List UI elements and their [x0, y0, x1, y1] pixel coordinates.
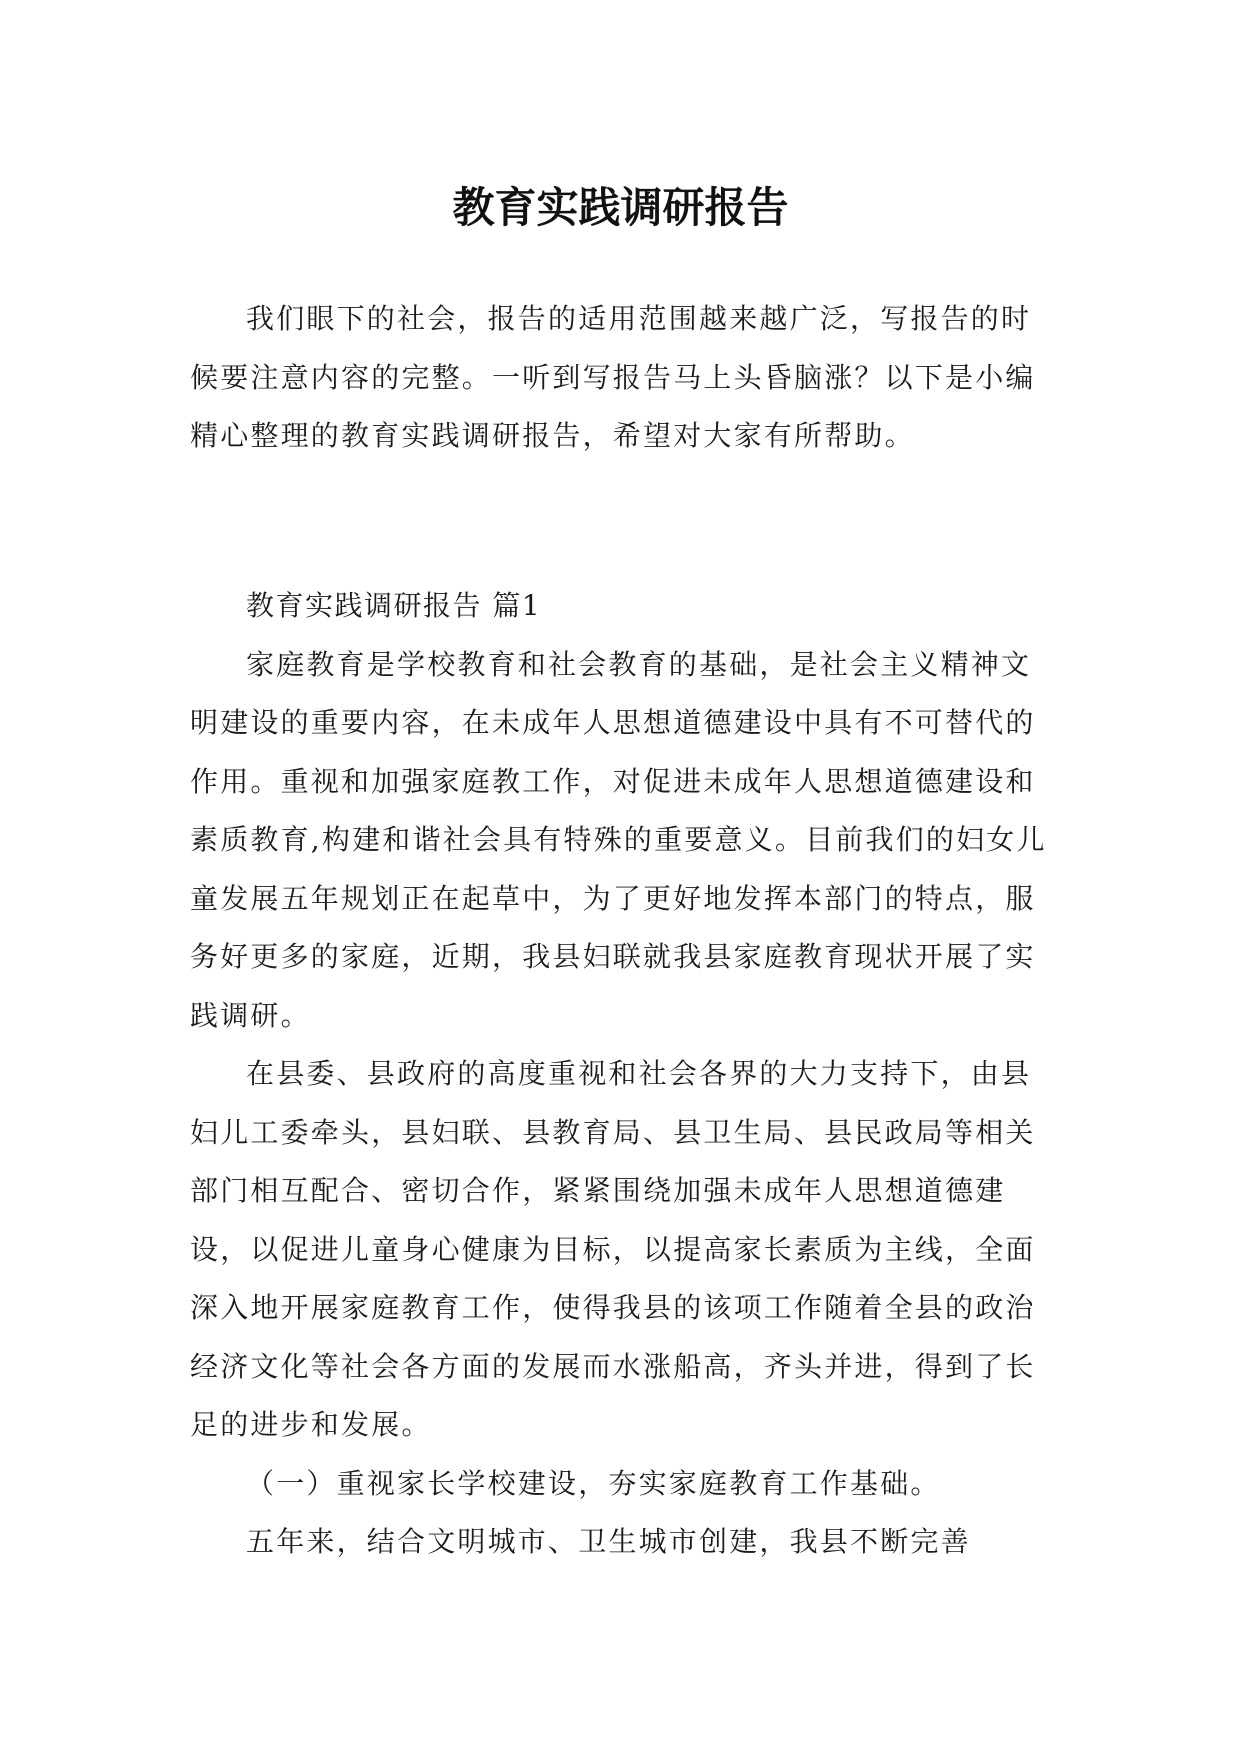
- report-section: [190, 577, 1050, 1572]
- document-title: 教育实践调研报告: [452, 183, 789, 233]
- subheading-1: （一）重视家长学校建设，夯实家庭教育工作基础。: [246, 1466, 941, 1500]
- body-paragraph-3: 五年来，结合文明城市、卫生城市创建，我县不断完善: [246, 1525, 971, 1558]
- section-heading: 教育实践调研报告 篇1: [246, 589, 542, 622]
- intro-paragraph: 我们眼下的社会，报告的适用范围越来越广泛，写报告的时候要注意内容的完整。一听到写报告马上头昏脑涨？以下是小编精心整理的教育实践调研报告，希望对大家有所帮助。: [190, 302, 1036, 452]
- body-paragraph-2: 在县委、县政府的高度重视和社会各界的大力支持下，由县妇儿工委牵头，县妇联、县教育局、县卫生局、县民政局等相关部门相互配合、密切合作，紧紧围绕加强未成年人思想道德建设，以促进儿童身心健康为目标，以提高家长素质为主线，全面深入地开展家庭教育工作，使得我县的该项工作随着全县的政治经济文化等社会各方面的发展而水涨船高，齐头并进，得到了长足的进步和发展。: [190, 1057, 1036, 1441]
- body-paragraph-1: 家庭教育是学校教育和社会教育的基础，是社会主义精神文明建设的重要内容，在未成年人思想道德建设中具有不可替代的作用。重视和加强家庭教工作，对促进未成年人思想道德建设和素质教育,构建和谐社会具有特殊的重要意义。目前我们的妇女儿童发展五年规划正在起草中，为了更好地发挥本部门的特点，服务好更多的家庭，近期，我县妇联就我县家庭教育现状开展了实践调研。: [190, 647, 1047, 1032]
- intro-block: [190, 290, 1050, 466]
